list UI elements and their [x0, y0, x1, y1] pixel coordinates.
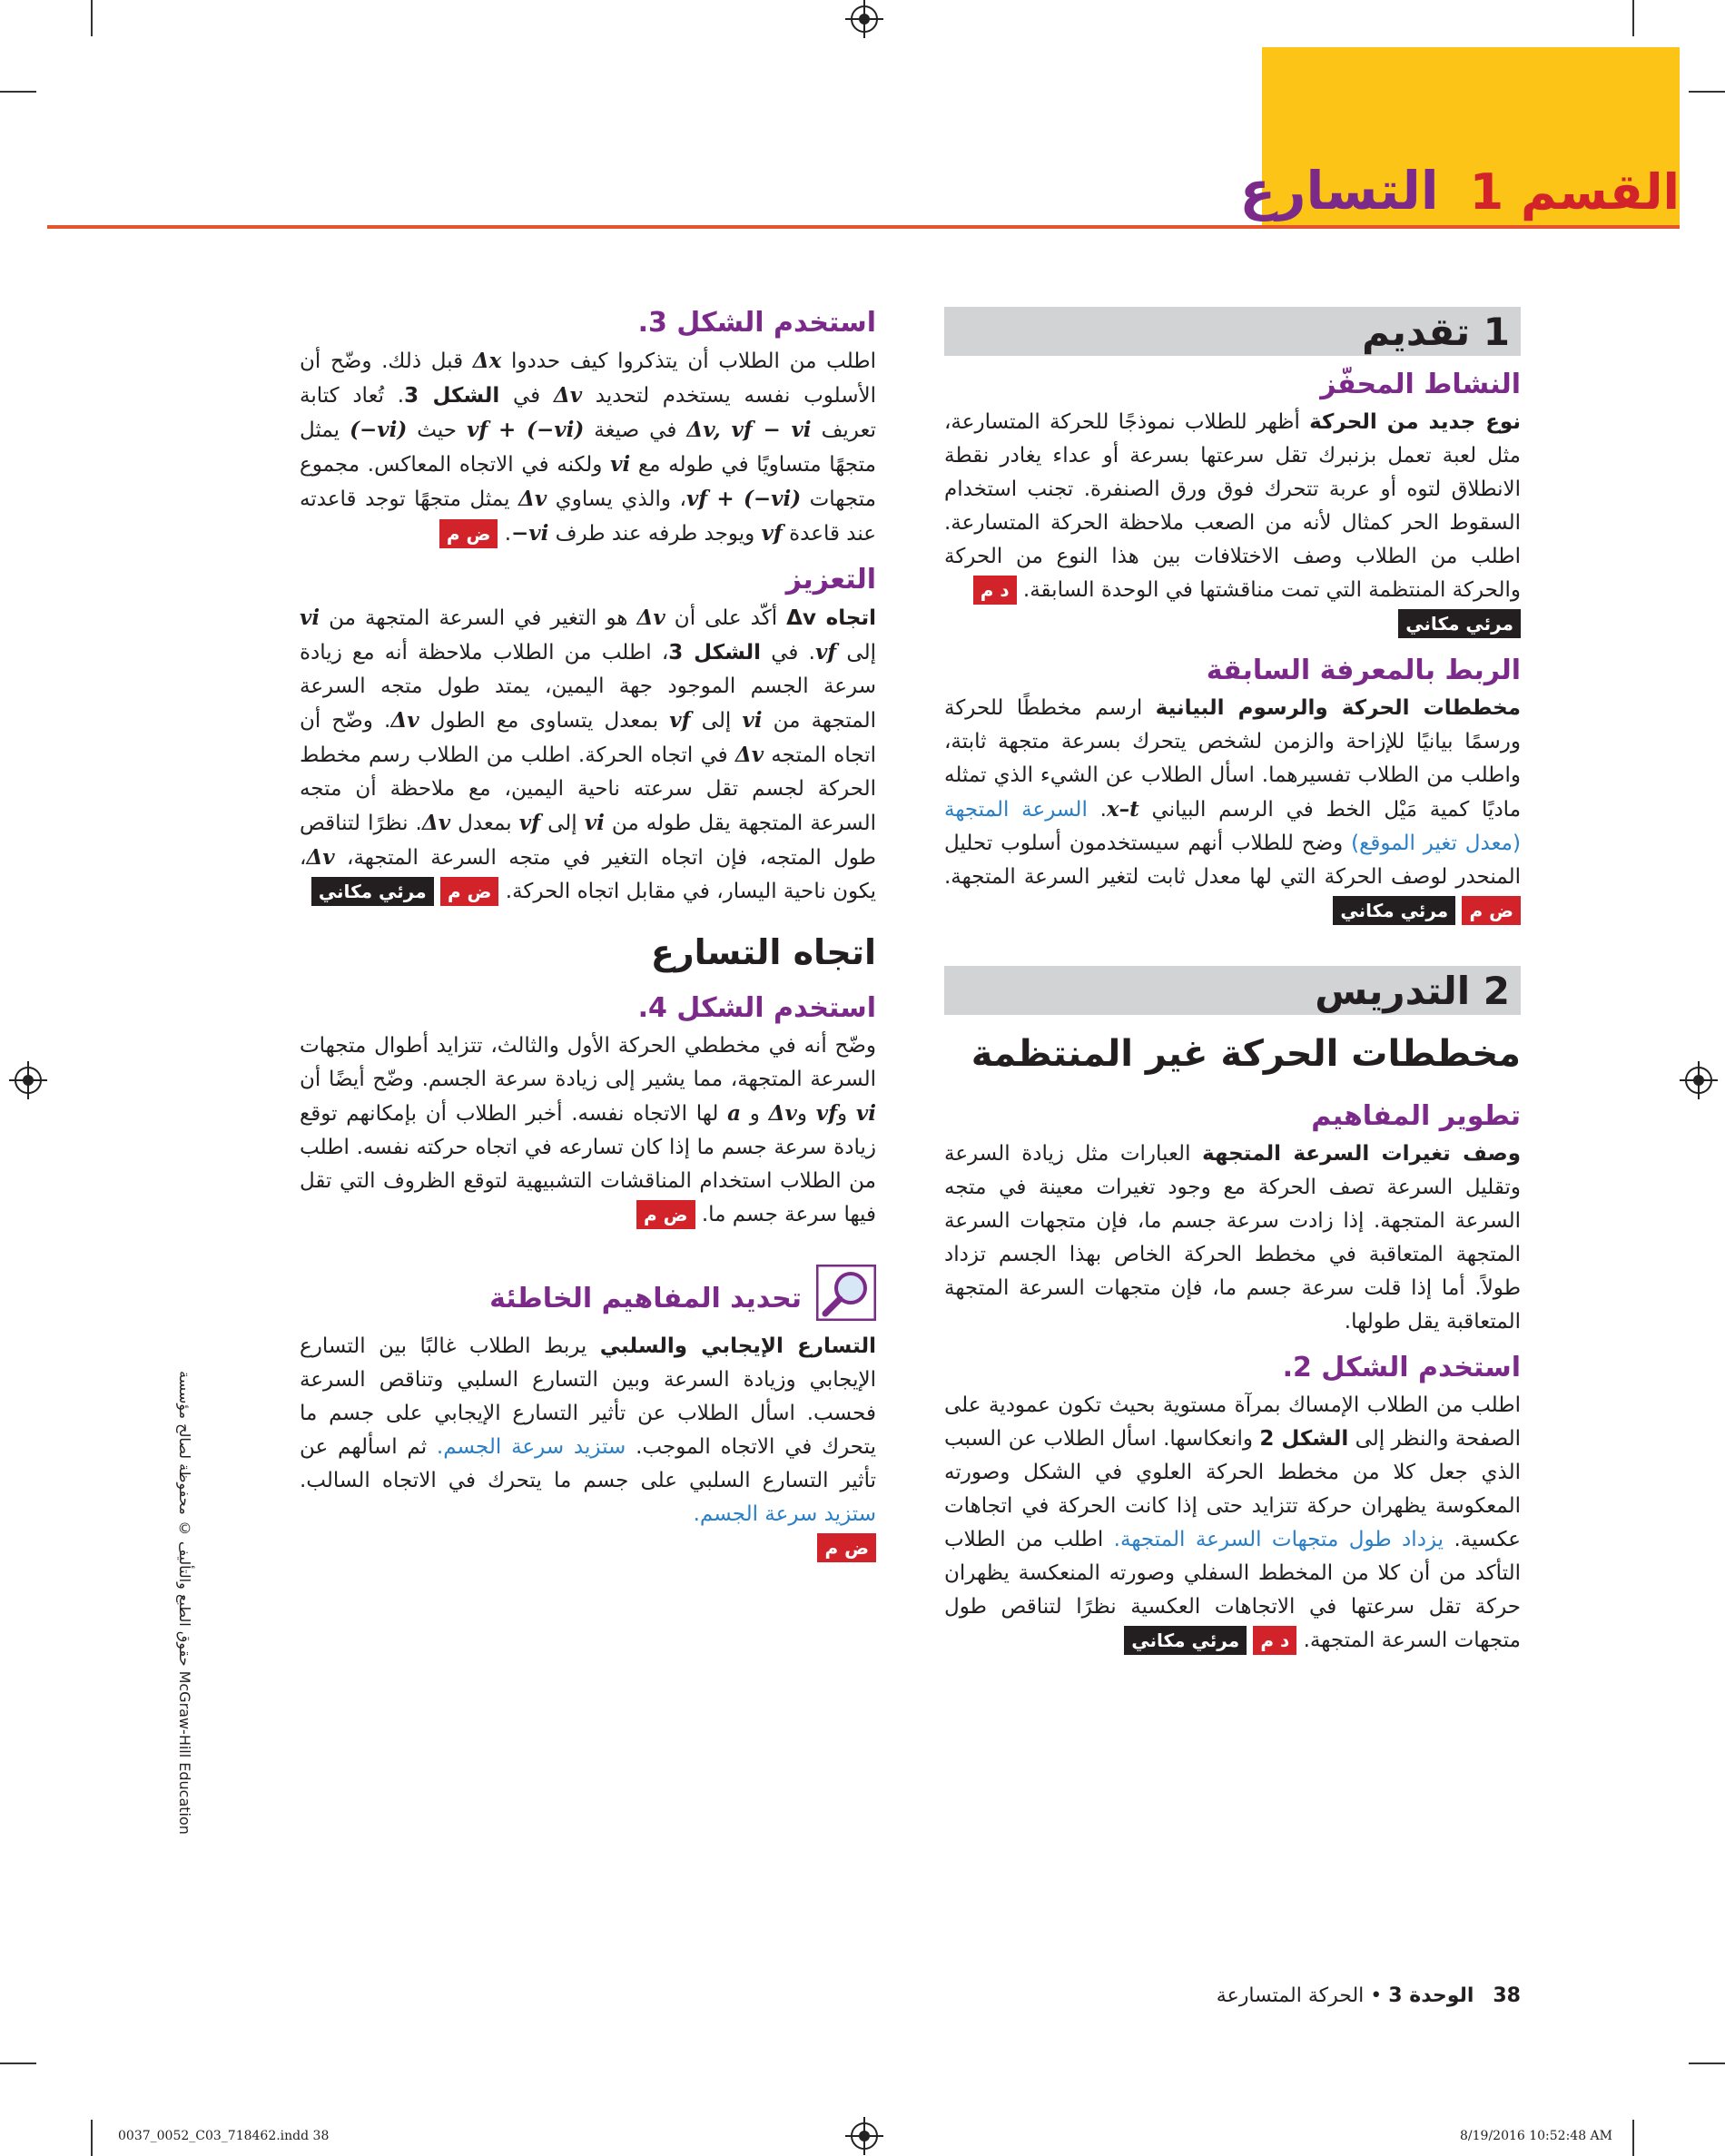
misconception-header [300, 1265, 876, 1321]
section-title: التسارع [1239, 160, 1439, 222]
crop-mark [0, 91, 36, 93]
reinforce-paragraph: اتجاه Δv أكّد على أن Δv هو التغير في السرعة المتجهة من vi إلى vf. في الشكل 3، اطلب من الطلاب ملاحظة أنه مع زيادة سرعة الجسم الموجود جهة اليمين، يمتد طول متجه السرعة المتجهة من vi إلى vf بمعدل يتساوى مع الطول Δv. وضّح أن اتجاه المتجه Δv في اتجاه الحركة. اطلب من الطلاب رسم مخطط الحركة لجسم تقل سرعته ناحية اليمين، مع ملاحظة أن متجه السرعة المتجهة يقل طوله من vi إلى vf بمعدل Δv. نظرًا لتناقص طول المتجه، فإن اتجاه التغير في متجه السرعة المتجهة، Δv، يكون ناحية اليسار، في مقابل اتجاه الحركة. ض م مرئي مكاني [300, 601, 876, 909]
misconception-heading: تحديد المفاهيم الخاطئة [489, 1283, 802, 1314]
crop-mark [91, 2120, 93, 2156]
slug-timestamp: 8/19/2016 10:52:48 AM [1460, 2129, 1613, 2143]
unit-label: الوحدة 3 [1388, 1984, 1474, 2007]
prior-knowledge-heading: الربط بالمعرفة السابقة [1206, 655, 1521, 686]
tag-badge: مرئي مكاني [311, 877, 434, 906]
prior-knowledge-paragraph: مخططات الحركة والرسوم البيانية ارسم مخططًا للحركة ورسمًا بيانيًا للإزاحة والزمن لشخص يتحرك بسرعة متجهة ثابتة، واطلب من الطلاب تفسيرهما. اسأل الطلاب عن الشيء الذي تمثله ماديًا كمية مَيْل الخط في الرسم البياني x–t. السرعة المتجهة (معدل تغير الموقع) وضح للطلاب أنهم سيستخدمون أسلوب تحليل المنحدر لوصف الحركة التي لها معدل ثابت لتغير السرعة المتجهة. ض م مرئي مكاني [944, 692, 1521, 928]
section-label: القسم 1 [1469, 163, 1680, 221]
registration-mark-icon [15, 1067, 42, 1094]
tag-badge: مرئي مكاني [1333, 896, 1455, 925]
registration-mark-icon [851, 2122, 878, 2150]
motivation-paragraph: نوع جديد من الحركة أظهر للطلاب نموذجًا للحركة المتسارعة، مثل لعبة تعمل بزنبرك تقل سرعتها بسرعة أو عداء يغادر نقطة الانطلاق لتوه أو عربة تتحرك فوق ورق الصنفرة. تجنب استخدام السقوط الحر كمثال لأنه من الصعب ملاحظة الحركة المتسارعة. اطلب من الطلاب وصف الاختلافات بين هذا النوع من الحركة والحركة المنتظمة التي تمت مناقشتها في الوحدة السابقة. د م [944, 406, 1521, 607]
page-title [1240, 160, 1680, 222]
misconception-paragraph: التسارع الإيجابي والسلبي يربط الطلاب غالبًا بين التسارع الإيجابي وزيادة السرعة وبين التسارع السلبي وتناقص السرعة فحسب. اسأل الطلاب عن تأثير التسارع الإيجابي على جسم ما يتحرك في الاتجاه الموجب. ستزيد سرعة الجسم. ثم اسألهم عن تأثير التسارع السلبي على جسم ما يتحرك في الاتجاه السالب. ستزيد سرعة الجسم. [300, 1334, 876, 1526]
crop-mark [1689, 91, 1725, 93]
slug-filename: 0037_0052_C03_718462.indd 38 [118, 2129, 330, 2143]
teach-bar: 2 التدريس [944, 966, 1521, 1015]
fig4-paragraph: وضّح أنه في مخططي الحركة الأول والثالث، تتزايد أطوال متجهات السرعة المتجهة، مما يشير إلى زيادة سرعة الجسم. وضّح أيضًا أن vi وvf وΔv و a لها الاتجاه نفسه. أخبر الطلاب أن بإمكانهم توقع زيادة سرعة جسم ما إذا كان تسارعه في اتجاه حركته نفسه. اطلب من الطلاب استخدام المناقشات التشبيهية لتوقع الظروف التي تقل فيها سرعة جسم ما. ض م [300, 1029, 876, 1232]
tag-badge: ض م [439, 519, 498, 548]
crop-mark [1689, 2062, 1725, 2064]
page-number: 38 [1493, 1984, 1521, 2007]
unit-title: الحركة المتسارعة [1216, 1984, 1365, 2007]
crop-mark [0, 2062, 36, 2064]
registration-mark-icon [1685, 1067, 1712, 1094]
fig3-paragraph: اطلب من الطلاب أن يتذكروا كيف حددوا Δx قبل ذلك. وضّح أن الأسلوب نفسه يستخدم لتحديد Δv في الشكل 3. تُعاد كتابة تعريف Δv, vf − vi في صيغة vf + (−vi) حيث (−vi) يمثل متجهًا متساويًا في طوله مع vi ولكنه في الاتجاه المعاكس. مجموع متجهات vf + (−vi)، والذي يساوي Δv يمثل متجهًا توجد قاعدته عند قاعدة vf ويوجد طرفه عند طرف −vi. ض م [300, 344, 876, 551]
left-column [300, 307, 876, 1562]
motivation-heading: النشاط المحفّز [1320, 369, 1521, 400]
crop-mark [91, 0, 93, 36]
fig3-heading: استخدم الشكل 3. [637, 307, 876, 339]
tag-badge: ض م [1462, 896, 1521, 925]
major-heading: مخططات الحركة غير المنتظمة [971, 1033, 1521, 1075]
registration-mark-icon [851, 5, 878, 33]
tag-badge: مرئي مكاني [1398, 609, 1521, 638]
crop-mark [1632, 0, 1634, 36]
footer-bullet: • [1370, 1984, 1383, 2007]
concepts-heading: تطوير المفاهيم [1311, 1100, 1521, 1132]
header-rule [47, 225, 1680, 229]
tag-badge: ض م [636, 1200, 695, 1229]
tag-badge: مرئي مكاني [1124, 1626, 1247, 1655]
tag-badge: د م [1253, 1626, 1296, 1655]
tag-badge: ض م [440, 877, 499, 906]
fig2-heading: استخدم الشكل 2. [1282, 1352, 1521, 1383]
fig4-heading: استخدم الشكل 4. [637, 992, 876, 1024]
tag-badge: ض م [817, 1533, 876, 1562]
side-copyright: حقوق الطبع والتأليف © محفوظة لصالح مؤسسة McGraw-Hill Education [176, 1371, 193, 1835]
reinforce-heading: التعزيز [785, 564, 876, 596]
tag-badge: د م [973, 576, 1017, 605]
fig2-paragraph: اطلب من الطلاب الإمساك بمرآة مستوية بحيث تكون عمودية على الصفحة والنظر إلى الشكل 2 وانعكاسها. اسأل الطلاب عن السبب الذي جعل كلا من مخطط الحركة العلوي في الشكل وصورته المعكوسة يظهران حركة تتزايد حتى إذا كانت الحركة في اتجاهات عكسية. يزداد طول متجهات السرعة المتجهة. اطلب من الطلاب التأكد من أن كلا من المخطط السفلي وصورته المنعكسة يظهران حركة تقل سرعتها في الاتجاهات العكسية نظرًا لتناقص طول متجهات السرعة المتجهة. د م مرئي مكاني [944, 1389, 1521, 1658]
focus-bar: 1 تقديم [944, 307, 1521, 356]
crop-mark [1632, 2120, 1634, 2156]
concepts-paragraph: وصف تغيرات السرعة المتجهة العبارات مثل زيادة السرعة وتقليل السرعة تصف الحركة مع وجود تغيرات معينة في متجه السرعة المتجهة. إذا زادت سرعة جسم ما، فإن متجهات السرعة المتجهة المتعاقبة في مخطط الحركة الخاص بهذا الجسم تزداد طولاً. أما إذا قلت سرعة جسم ما، فإن متجهات السرعة المتجهة المتعاقبة يقل طولها. [944, 1142, 1521, 1334]
page-footer [1217, 1984, 1521, 2007]
acceleration-direction-heading: اتجاه التسارع [650, 932, 876, 972]
right-column [944, 307, 1521, 1658]
magnifier-icon [816, 1265, 876, 1321]
